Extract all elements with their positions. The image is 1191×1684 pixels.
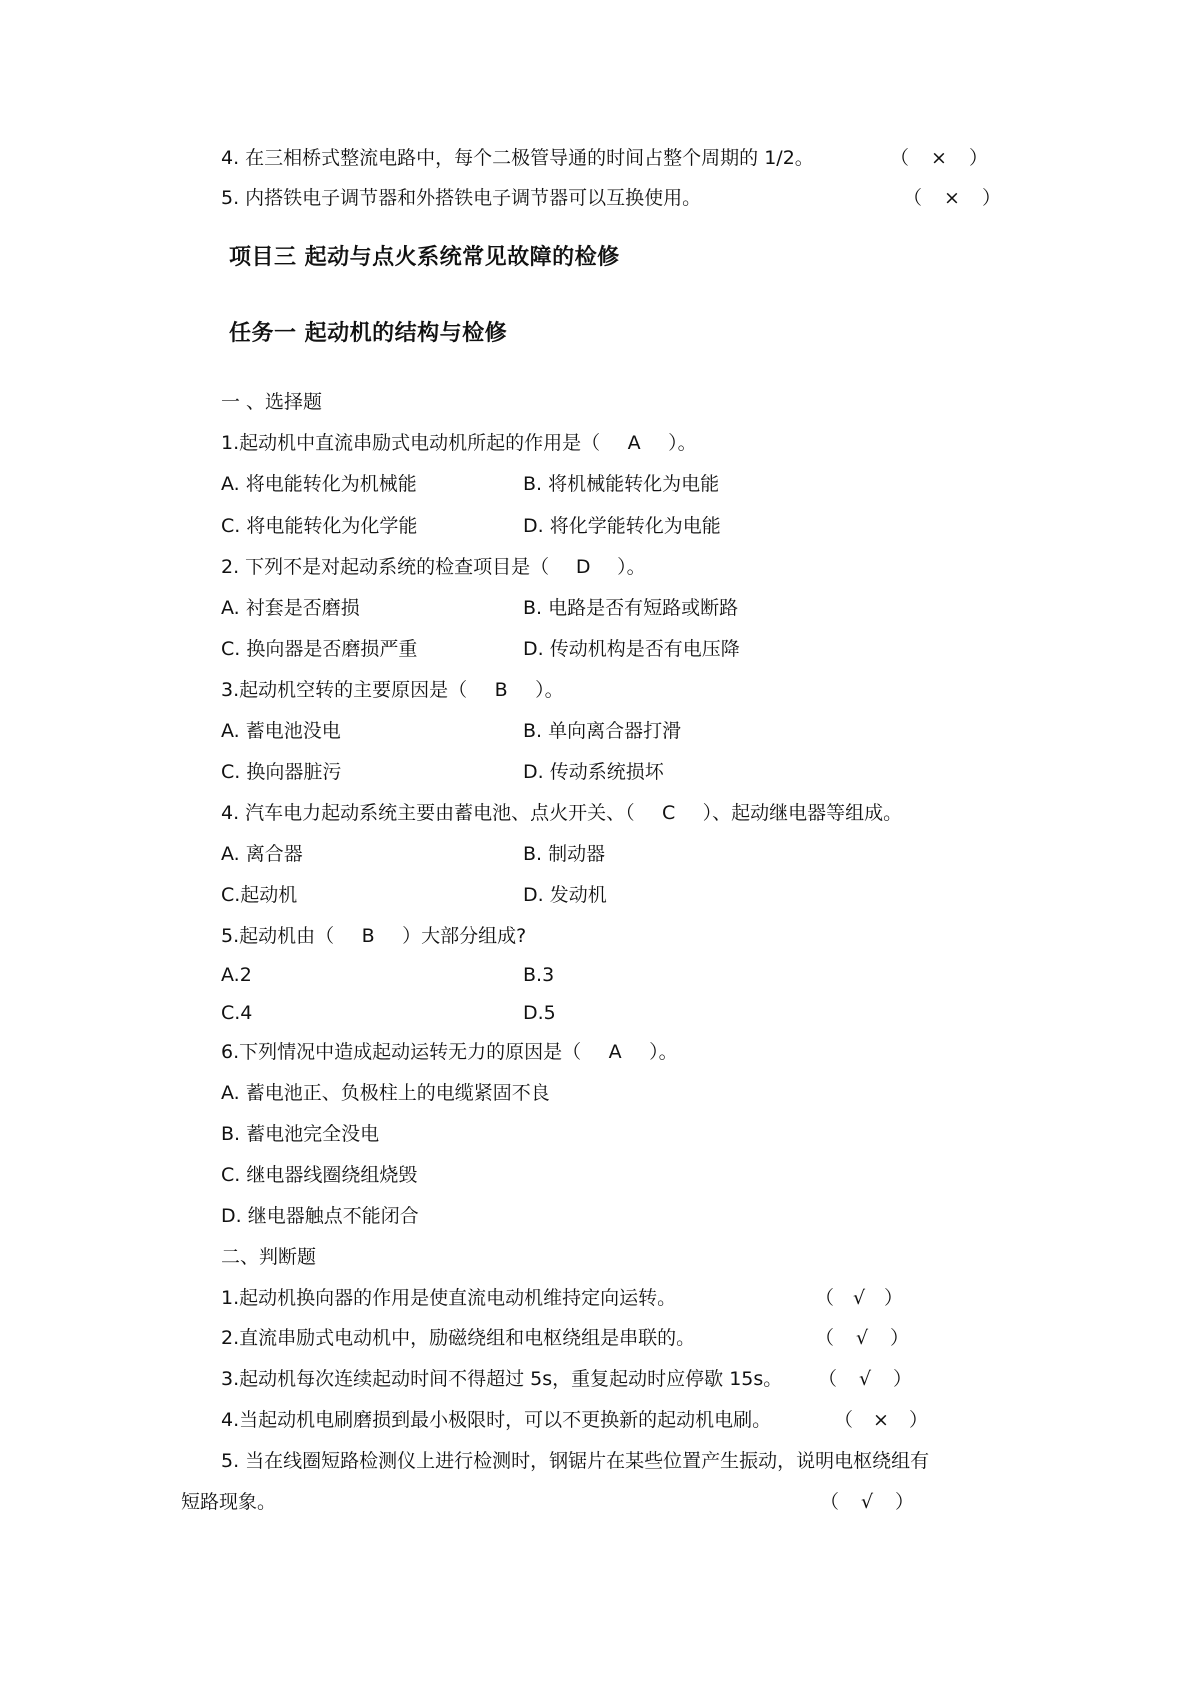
question-3 [221,678,564,702]
option: C.4 [221,1002,253,1024]
option: B. 制动器 [523,843,606,865]
question-5 [221,924,526,948]
question-text: 1.起动机中直流串励式电动机所起的作用是（ [221,432,601,454]
option: B. 蓄电池完全没电 [221,1123,380,1145]
paren-open: （ [815,1287,835,1309]
option: B. 单向离合器打滑 [523,720,682,742]
option: C.起动机 [221,884,298,906]
judge-text: 3.起动机每次连续起动时间不得超过 5s，重复起动时应停歇 15s。 [221,1368,783,1390]
question-2 [221,555,646,579]
project-title: 项目三 起动与点火系统常见故障的检修 [229,245,620,270]
answer-letter: D [575,556,591,578]
option: A. 蓄电池正、负极柱上的电缆紧固不良 [221,1082,550,1104]
option: B. 将机械能转化为电能 [523,473,720,495]
question-text: 4. 汽车电力起动系统主要由蓄电池、点火开关、（ [221,802,635,824]
answer-letter: B [361,925,375,947]
option: C. 换向器是否磨损严重 [221,638,418,660]
option: B.3 [523,964,555,986]
option: D. 传动机构是否有电压降 [523,638,740,660]
prev-judge-5 [221,186,701,210]
question-4 [221,801,902,825]
option: C. 换向器脏污 [221,761,342,783]
question-tail: ）。 [535,679,564,701]
section-title-judge: 二、判断题 [221,1246,317,1268]
judge-2-mark [815,1326,925,1350]
option: C. 将电能转化为化学能 [221,515,418,537]
question-tail: ）。 [668,432,697,454]
answer-letter: C [662,802,676,824]
judge-mark: √ [855,1327,869,1349]
question-tail: ）。 [617,556,646,578]
option: A. 衬套是否磨损 [221,597,360,619]
prev-judge-4 [221,146,814,170]
task-title: 任务一 起动机的结构与检修 [229,321,508,346]
answer-letter: A [627,432,641,454]
judge-mark: × [873,1409,889,1431]
option: D. 继电器触点不能闭合 [221,1205,419,1227]
answer-letter: B [494,679,508,701]
paren-close: ） [884,1287,904,1309]
judge-mark: √ [852,1287,866,1309]
option: A. 蓄电池没电 [221,720,341,742]
judge-5-mark [820,1490,930,1514]
question-tail: ）大部分组成? [402,925,527,947]
prev-judge-4-mark [890,146,1010,170]
judge-5-line1: 5. 当在线圈短路检测仪上进行检测时，钢锯片在某些位置产生振动，说明电枢绕组有 [221,1450,930,1472]
judge-3-mark [818,1367,928,1391]
paren-close: ） [890,1327,910,1349]
judge-3 [221,1367,782,1391]
judge-5-line2: 短路现象。 [181,1491,277,1513]
option: B. 电路是否有短路或断路 [523,597,739,619]
judge-text: 4. 在三相桥式整流电路中，每个二极管导通的时间占整个周期的 1/2。 [221,147,814,169]
judge-mark: × [944,187,960,209]
paren-open: （ [890,147,910,169]
paren-open: （ [820,1491,840,1513]
question-text: 2. 下列不是对起动系统的检查项目是（ [221,556,550,578]
question-6 [221,1040,678,1064]
judge-text: 5. 内搭铁电子调节器和外搭铁电子调节器可以互换使用。 [221,187,702,209]
paren-open: （ [834,1409,854,1431]
judge-4: 4.当起动机电刷磨损到最小极限时，可以不更换新的起动机电刷。 [221,1409,772,1431]
question-tail: ）。 [649,1041,678,1063]
judge-mark: √ [860,1491,874,1513]
paren-close: ） [982,187,1002,209]
judge-1: 1.起动机换向器的作用是使直流电动机维持定向运转。 [221,1287,677,1309]
paren-close: ） [895,1491,915,1513]
option: D. 将化学能转化为电能 [523,515,721,537]
paren-open: （ [903,187,923,209]
judge-1-mark [815,1286,925,1310]
paren-close: ） [909,1409,929,1431]
section-title-choice: 一 、选择题 [221,391,323,413]
option: D. 发动机 [523,884,607,906]
answer-letter: A [608,1041,622,1063]
option: A. 将电能转化为机械能 [221,473,417,495]
paren-open: （ [815,1327,835,1349]
option: A. 离合器 [221,843,303,865]
question-text: 3.起动机空转的主要原因是（ [221,679,468,701]
option: C. 继电器线圈绕组烧毁 [221,1164,418,1186]
option: D. 传动系统损坏 [523,761,664,783]
question-text: 6.下列情况中造成起动运转无力的原因是（ [221,1041,582,1063]
option: A.2 [221,964,252,986]
paren-close: ） [893,1368,913,1390]
judge-2: 2.直流串励式电动机中，励磁绕组和电枢绕组是串联的。 [221,1327,696,1349]
judge-mark: √ [858,1368,872,1390]
judge-mark: × [931,147,947,169]
prev-judge-5-mark [903,186,1023,210]
paren-open: （ [818,1368,838,1390]
judge-4-mark [834,1408,944,1432]
question-text: 5.起动机由（ [221,925,335,947]
option: D.5 [523,1002,556,1024]
question-tail: ）、起动继电器等组成。 [702,802,903,824]
question-1 [221,431,697,455]
paren-close: ） [969,147,989,169]
